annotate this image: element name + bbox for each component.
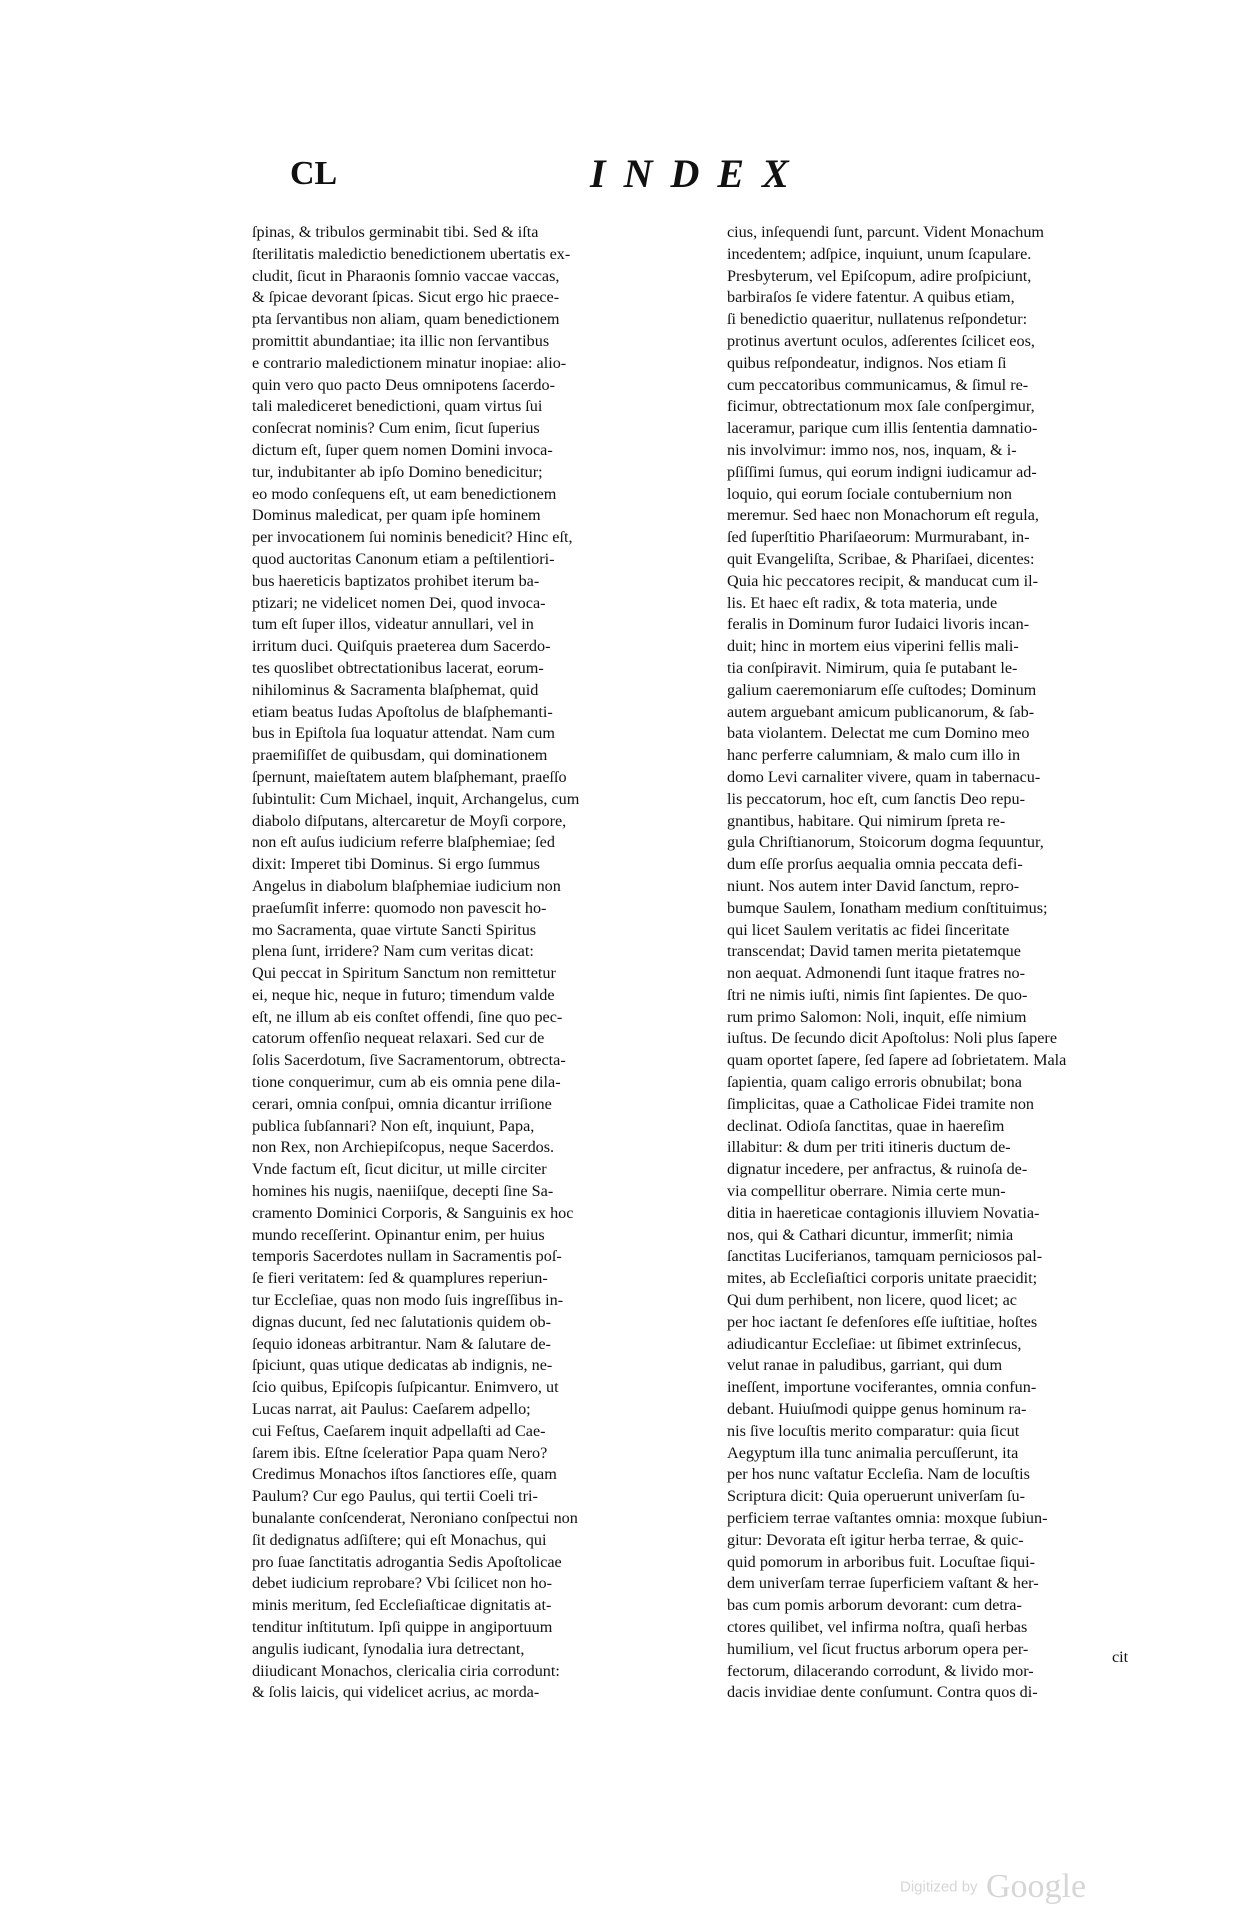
text-line: diiudicant Monachos, clericalia ciria corrodunt: xyxy=(252,1661,560,1680)
text-line: ſpiciunt, quas utique dedicatas ab indignis, ne- xyxy=(252,1356,553,1375)
right-column xyxy=(727,222,1182,1704)
text-line: per hos nunc vaſtatur Eccleſia. Nam de locuſtis xyxy=(727,1465,1030,1484)
text-line: incedentem; adſpice, inquiunt, unum ſcapulare. xyxy=(727,244,1032,263)
text-line: mo Sacramenta, quae virtute Sancti Spiritus xyxy=(252,920,537,939)
text-line: ſpinas, & tribulos germinabit tibi. Sed & iſta xyxy=(252,223,539,241)
text-line: quam oportet ſapere, ſed ſapere ad ſobrietatem. Mala xyxy=(727,1051,1067,1070)
text-line: tia conſpiravit. Nimirum, quia ſe putabant le- xyxy=(727,658,1018,677)
text-line: gitur: Devorata eſt igitur herba terrae, & quic- xyxy=(727,1530,1024,1549)
text-line: & ſolis laicis, qui videlicet acrius, ac morda- xyxy=(252,1683,540,1702)
text-line: niunt. Nos autem inter David ſanctum, repro- xyxy=(727,876,1020,895)
text-line: Quia hic peccatores recipit, & manducat cum il- xyxy=(727,571,1039,590)
text-line: eo modo conſequens eſt, ut eam benedictionem xyxy=(252,484,557,503)
text-line: dictum eſt, ſuper quem nomen Domini invoca- xyxy=(252,440,553,459)
text-line: adiudicantur Eccleſiae: ut ſibimet extrinſecus, xyxy=(727,1334,1022,1353)
text-line: ſit dedignatus adſiſtere; qui eſt Monachus, qui xyxy=(252,1530,547,1549)
text-line: bumque Saulem, Ionatham medium conſtituimus; xyxy=(727,898,1048,917)
text-line: temporis Sacerdotes nullam in Sacramentis poſ- xyxy=(252,1247,562,1266)
text-line: praeſumſit inferre: quomodo non pavescit ho- xyxy=(252,898,547,917)
text-line: ficimur, obtrectationum mox ſale conſpergimur, xyxy=(727,397,1035,416)
page-number: CL xyxy=(290,155,338,192)
text-line: ſed ſuperſtitio Phariſaeorum: Murmurabant, in- xyxy=(727,528,1030,547)
text-line: ſtri ne nimis iuſti, nimis ſint ſapientes. De quo- xyxy=(727,985,1028,1004)
text-line: bus in Epiſtola ſua loquatur attendat. Nam cum xyxy=(252,724,555,743)
text-line: bunalante conſcenderat, Neroniano conſpectui non xyxy=(252,1509,578,1528)
text-line: quin vero quo pacto Deus omnipotens ſacerdo- xyxy=(252,375,555,394)
text-line: ditia in haereticae contagionis illuviem Novatia- xyxy=(727,1203,1040,1222)
text-line: bata violantem. Delectat me cum Domino meo xyxy=(727,724,1030,743)
text-line: ſi benedictio quaeritur, nullatenus reſpondetur: xyxy=(727,310,1028,329)
text-line: promittit abundantiae; ita illic non ſervantibus xyxy=(252,331,550,350)
text-line: fectorum, dilacerando corrodunt, & livido mor- xyxy=(727,1661,1034,1680)
text-line: loquio, qui eorum ſociale contubernium non xyxy=(727,484,1013,503)
text-line: debant. Huiuſmodi quippe genus hominum ra- xyxy=(727,1400,1027,1419)
text-line: cum peccatoribus communicamus, & ſimul re- xyxy=(727,375,1029,394)
text-line: e contrario maledictionem minatur inopiae: alio- xyxy=(252,353,567,372)
text-line: dum eſſe prorſus aequalia omnia peccata defi- xyxy=(727,855,1023,874)
text-line: non Rex, non Archiepiſcopus, neque Sacerdos. xyxy=(252,1138,555,1157)
text-line: per invocationem ſui nominis benedicit? Hinc eſt, xyxy=(252,528,573,547)
text-line: bus haereticis baptizatos prohibet iterum ba- xyxy=(252,571,540,590)
text-line: dacis invidiae dente conſumunt. Contra quos di- xyxy=(727,1683,1038,1702)
text-line: Dominus maledicat, per quam ipſe hominem xyxy=(252,506,541,525)
text-line: ſanctitas Luciferianos, tamquam perniciosos pal- xyxy=(727,1247,1043,1266)
text-line: Qui peccat in Spiritum Sanctum non remittetur xyxy=(252,964,556,983)
text-line: autem arguebant amicum publicanorum, & ſab- xyxy=(727,702,1035,721)
text-line: irritum duci. Quiſquis praeterea dum Sacerdo- xyxy=(252,637,551,656)
text-line: cui Feſtus, Caeſarem inquit adpellaſti ad Cae- xyxy=(252,1421,546,1440)
text-line: protinus avertunt oculos, adſerentes ſcilicet eos, xyxy=(727,331,1035,350)
text-line: Scriptura dicit: Quia operuerunt univerſam ſu- xyxy=(727,1487,1026,1506)
text-line: ſcio quibus, Epiſcopis ſuſpicantur. Enimvero, ut xyxy=(252,1378,559,1397)
text-line: gnantibus, habitare. Qui nimirum ſpreta re- xyxy=(727,811,1006,830)
text-line: ſarem ibis. Eſtne ſceleratior Papa quam Nero? xyxy=(252,1443,548,1462)
text-line: ctores quilibet, vel infirma noſtra, quaſi herbas xyxy=(727,1618,1028,1636)
text-line: bas cum pomis arborum devorant: cum detra- xyxy=(727,1596,1022,1615)
text-line: barbiraſos ſe videre fatentur. A quibus etiam, xyxy=(727,288,1015,307)
text-line: angulis iudicant, ſynodalia iura detrectant, xyxy=(252,1639,525,1658)
text-line: quid pomorum in arboribus fuit. Locuſtae ſiqui- xyxy=(727,1552,1035,1571)
text-line: dem univerſam terrae ſuperficiem vaſtant & her- xyxy=(727,1574,1039,1593)
text-line: quit Evangeliſta, Scribae, & Phariſaei, dicentes: xyxy=(727,549,1035,568)
text-line: diabolo diſputans, altercaretur de Moyſi corpore, xyxy=(252,811,567,830)
text-line: hanc perferre calumniam, & malo cum illo in xyxy=(727,746,1021,765)
google-logo: Google xyxy=(986,1868,1087,1905)
text-line: Lucas narrat, ait Paulus: Caeſarem adpello; xyxy=(252,1400,531,1419)
text-line: pta ſervantibus non aliam, quam benedictionem xyxy=(252,310,560,329)
text-line: tur Eccleſiae, quas non modo ſuis ingreſſibus in- xyxy=(252,1291,564,1310)
text-line: lis peccatorum, hoc eſt, cum ſanctis Deo repu- xyxy=(727,789,1026,808)
text-line: duit; hinc in mortem eius viperini fellis mali- xyxy=(727,637,1019,656)
text-line: laceramur, parique cum illis ſententia damnatio- xyxy=(727,419,1038,438)
text-line: galium caeremoniarum eſſe cuſtodes; Dominum xyxy=(727,680,1037,699)
text-line: ſimplicitas, quae a Catholicae Fidei tramite non xyxy=(727,1094,1035,1113)
text-line: meremur. Sed haec non Monachorum eſt regula, xyxy=(727,506,1039,525)
text-line: nis ſive locuſtis merito comparatur: quia ſicut xyxy=(727,1421,1020,1440)
text-line: nihilominus & Sacramenta blaſphemat, quid xyxy=(252,680,539,699)
text-line: praemiſiſſet de quibusdam, qui dominationem xyxy=(252,746,548,765)
text-line: Angelus in diabolum blaſphemiae iudicium non xyxy=(252,876,561,895)
text-line: ei, neque hic, neque in futuro; timendum valde xyxy=(252,985,555,1004)
text-line: ſe fieri veritatem: ſed & quamplures reperiun- xyxy=(252,1269,548,1288)
text-line: etiam beatus Iudas Apoſtolus de blaſphemanti- xyxy=(252,702,553,721)
text-line: & ſpicae devorant ſpicas. Sicut ergo hic praece- xyxy=(252,288,560,307)
text-line: eſt, ne illum ab eis conſtet offendi, ſine quo pec- xyxy=(252,1007,563,1026)
text-line: catorum offenſio nequeat relaxari. Sed cur de xyxy=(252,1029,545,1048)
text-line: illabitur: & dum per triti itineris ductum de- xyxy=(727,1138,1011,1157)
text-line: Paulum? Cur ego Paulus, qui tertii Coeli tri- xyxy=(252,1487,538,1506)
text-line: ſequio idoneas arbitrantur. Nam & ſalutare de- xyxy=(252,1334,551,1353)
text-line: non aequat. Admonendi ſunt itaque fratres no- xyxy=(727,964,1026,983)
text-line: quod auctoritas Canonum etiam a peſtilentiori- xyxy=(252,549,555,568)
text-line: cerari, omnia conſpui, omnia dicantur irriſione xyxy=(252,1094,552,1113)
text-line: qui licet Saulem veritatis ac fidei ſinceritate xyxy=(727,920,1010,939)
text-line: conſecrat nominis? Cum enim, ſicut ſuperius xyxy=(252,419,540,438)
text-line: iuſtus. De ſecundo dicit Apoſtolus: Noli plus ſapere xyxy=(727,1029,1058,1048)
text-line: tur, indubitanter ab ipſo Domino benedicitur; xyxy=(252,462,543,481)
text-line: via compellitur oberrare. Nimia certe mun- xyxy=(727,1182,1006,1201)
text-line: humilium, vel ſicut fructus arborum opera per- xyxy=(727,1639,1029,1658)
text-line: Qui dum perhibent, non licere, quod licet; ac xyxy=(727,1291,1017,1310)
text-line: velut ranae in paludibus, garriant, qui dum xyxy=(727,1356,1003,1375)
watermark-prefix: Digitized by xyxy=(900,1878,978,1896)
text-line: Presbyterum, vel Epiſcopum, adire proſpiciunt, xyxy=(727,266,1032,285)
text-line: domo Levi carnaliter vivere, quam in tabernacu- xyxy=(727,767,1041,786)
text-line: pro ſuae ſanctitatis adrogantia Sedis Apoſtolicae xyxy=(252,1552,562,1571)
text-line: publica ſubſannari? Non eſt, inquiunt, Papa, xyxy=(252,1116,535,1135)
running-head: INDEX xyxy=(590,151,807,196)
text-line: Aegyptum illa tunc animalia percuſſerunt, ita xyxy=(727,1443,1019,1462)
text-line: tione conquerimur, cum ab eis omnia pene dila- xyxy=(252,1073,561,1092)
text-line: mundo receſſerint. Opinantur enim, per huius xyxy=(252,1225,545,1244)
text-line: tum eſt ſuper illos, videatur annullari, vel in xyxy=(252,615,534,634)
text-line: cramento Dominici Corporis, & Sanguinis ex hoc xyxy=(252,1203,574,1222)
left-column xyxy=(252,222,707,1704)
text-line: dignas ducunt, ſed nec ſalutationis quidem ob- xyxy=(252,1312,551,1331)
text-line: ptizari; ne videlicet nomen Dei, quod invoca- xyxy=(252,593,546,612)
text-line: dixit: Imperet tibi Dominus. Si ergo ſummus xyxy=(252,855,540,874)
text-line: lis. Et haec eſt radix, & tota materia, unde xyxy=(727,593,998,612)
text-line: ſubintulit: Cum Michael, inquit, Archangelus, cum xyxy=(252,789,580,808)
text-line: nis involvimur: immo nos, nos, inquam, & i- xyxy=(727,440,1017,459)
text-line: pſiſſimi ſumus, qui eorum indigni iudicamur ad- xyxy=(727,462,1037,481)
text-line: per hoc iactant ſe defenſores eſſe iuſtitiae, hoſtes xyxy=(727,1312,1038,1331)
text-line: cludit, ſicut in Pharaonis ſomnio vaccae vaccas, xyxy=(252,266,560,285)
text-line: ineſſent, importune vociferantes, omnia confun- xyxy=(727,1378,1037,1397)
text-line: gula Chriſtianorum, Stoicorum dogma ſequuntur, xyxy=(727,833,1044,852)
text-line: Credimus Monachos iſtos ſanctiores eſſe, quam xyxy=(252,1465,557,1484)
text-line: quibus reſpondeatur, indignos. Nos etiam ſi xyxy=(727,353,1007,372)
text-line: minis meritum, ſed Eccleſiaſticae dignitatis at- xyxy=(252,1596,552,1615)
text-line: ſapientia, quam caligo erroris obnubilat; bona xyxy=(727,1073,1022,1092)
digitized-watermark xyxy=(900,1868,1086,1906)
text-line: ſolis Sacerdotum, ſive Sacramentorum, obtrecta- xyxy=(252,1051,566,1070)
text-line: homines his nugis, naeniiſque, decepti ſine Sa- xyxy=(252,1182,554,1201)
text-line: tes quoslibet obtrectationibus lacerat, eorum- xyxy=(252,658,544,677)
text-line: tenditur inſtitutum. Ipſi quippe in angiportuum xyxy=(252,1618,553,1636)
text-line: transcendat; David tamen merita pietatemque xyxy=(727,942,1021,961)
text-line: plena ſunt, irridere? Nam cum veritas dicat: xyxy=(252,942,534,961)
text-line: non eſt auſus iudicium referre blaſphemiae; ſed xyxy=(252,833,555,852)
text-line: tali malediceret benedictioni, quam virtus ſui xyxy=(252,397,543,416)
text-line: Vnde factum eſt, ſicut dicitur, ut mille circiter xyxy=(252,1160,547,1179)
text-line: cius, inſequendi ſunt, parcunt. Vident Monachum xyxy=(727,223,1045,241)
text-line: debet iudicium reprobare? Vbi ſcilicet non ho- xyxy=(252,1574,552,1593)
text-line: declinat. Odioſa ſanctitas, quae in haereſim xyxy=(727,1116,1005,1135)
text-line: feralis in Dominum furor Iudaici livoris incan- xyxy=(727,615,1030,634)
text-line: ſterilitatis maledictio benedictionem ubertatis ex- xyxy=(252,244,571,263)
text-line: dignatur incedere, per anfractus, & ruinoſa de- xyxy=(727,1160,1028,1179)
text-line: ſpernunt, maieſtatem autem blaſphemant, praeſſo xyxy=(252,767,567,786)
text-line: rum primo Salomon: Noli, inquit, eſſe nimium xyxy=(727,1007,1027,1026)
text-line: perficiem terrae vaſtantes omnia: moxque ſubiun- xyxy=(727,1509,1048,1528)
text-line: mites, ab Eccleſiaſtici corporis unitate praecidit; xyxy=(727,1269,1038,1288)
catchword: cit xyxy=(1112,1648,1129,1666)
text-line: nos, qui & Cathari dicuntur, immerſit; nimia xyxy=(727,1225,1014,1244)
